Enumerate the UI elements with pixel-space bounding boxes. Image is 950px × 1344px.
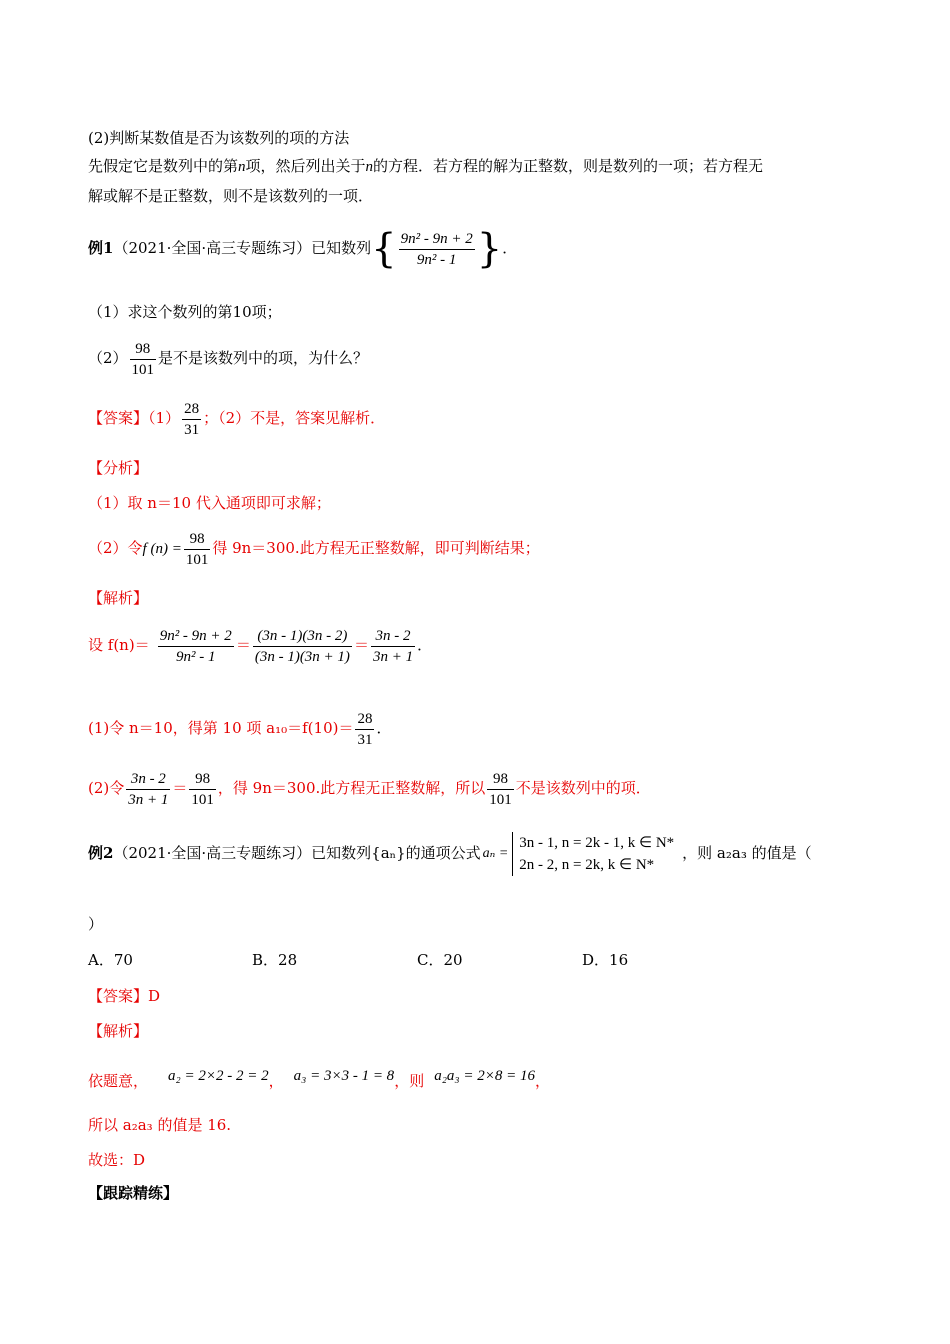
example2-choose: 故选：D	[88, 1151, 146, 1169]
piecewise-cases: 3n - 1, n = 2k - 1, k ∈ N* 2n - 2, n = 2k, k ∈ N*	[512, 832, 674, 876]
left-brace: {	[371, 226, 397, 272]
answer-fraction: $\frac{28}{31}$	[184, 400, 200, 438]
example1-statement: 例1（2021·全国·高三专题练习）已知数列{ $\frac{\text{9n² - 9n + 2}}{\text{9n² - 1}}$ }．	[88, 226, 518, 272]
method-text-line1: 先假定它是数列中的第n项，然后列出关于n的方程．若方程的解为正整数，则是数列的一项；若方程无	[88, 157, 764, 175]
method-heading: (2)判断某数值是否为该数列的项的方法	[88, 129, 350, 147]
step1-fraction: $\frac{28}{31}$	[357, 710, 373, 748]
example1-solution-formula: 设 f(n)＝ $\frac{\text{9n² - 9n + 2}}{\text{9n² - 1}}$ ＝ $\frac{(3n - 1)(3n - 2)}{(3n - 1)(3n + 1)}$ ＝ $\frac{3n - 2}{3n + 1}$ ．	[88, 627, 433, 665]
example2-solution: 依题意， a₂ = 2×2 - 2 = 2， a₃ = 3×3 - 1 = 8，则 a₂a₃ = 2×8 = 16，	[88, 1068, 551, 1090]
example1-question2: （2） $\frac{98}{101}$ 是不是该数列中的项，为什么？	[88, 340, 369, 378]
example2-answer: 【答案】D	[88, 987, 161, 1005]
step2-fraction-3: $\frac{98}{101}$	[489, 770, 512, 808]
sol-fraction-2: $\frac{(3n - 1)(3n - 2)}{(3n - 1)(3n + 1)}$	[254, 627, 350, 665]
example2-conclusion: 所以 a₂a₃ 的值是 16.	[88, 1116, 232, 1134]
example1-analysis-label: 【分析】	[88, 459, 149, 477]
option-b[interactable]: B．28	[252, 951, 298, 969]
example1-step1: (1)令 n＝10，得第 10 项 a₁₀＝f(10)＝ $\frac{28}{31}$ ．	[88, 710, 392, 748]
example1-source: （2021·全国·高三专题练习）已知数列	[113, 239, 372, 257]
example1-analysis-1: （1）取 n＝10 代入通项即可求解；	[88, 494, 331, 512]
example2-statement: 例2（2021·全国·高三专题练习）已知数列{aₙ}的通项公式 aₙ = 3n - 1, n = 2k - 1, k ∈ N* 2n - 2, n = 2k, k ∈ N* ，则 a₂a₃ 的值是（	[88, 828, 812, 879]
step2-fraction-2: $\frac{98}{101}$	[191, 770, 214, 808]
option-a[interactable]: A．70	[88, 951, 133, 969]
sol-fraction-1: $\frac{\text{9n² - 9n + 2}}{\text{9n² - 1}}$	[159, 627, 232, 665]
example1-step2: (2)令 $\frac{3n - 2}{3n + 1}$ ＝ $\frac{98}{101}$ ，得 9n＝300.此方程无正整数解，所以 $\frac{98}{101}$ 不是该数列中的项．	[88, 770, 651, 808]
q2-fraction: $\frac{98}{101}$	[131, 340, 155, 378]
option-c[interactable]: C．20	[417, 951, 463, 969]
option-d[interactable]: D．16	[582, 951, 629, 969]
example2-source: （2021·全国·高三专题练习）已知数列{aₙ}的通项公式	[113, 844, 481, 862]
sol-fraction-3: $\frac{3n - 2}{3n + 1}$	[372, 627, 414, 665]
method-text-line2: 解或解不是正整数，则不是该数列的一项．	[88, 187, 374, 205]
example1-solution-label: 【解析】	[88, 589, 149, 607]
example1-analysis-2: （2）令f (n) = $\frac{98}{101}$ 得 9n＝300.此方程无正整数解，即可判断结果；	[88, 530, 540, 568]
example1-answer: 【答案】（1） $\frac{28}{31}$ ；（2）不是，答案见解析．	[88, 400, 386, 438]
example1-sequence-fraction: $\frac{\text{9n² - 9n + 2}}{\text{9n² - 1}}$	[400, 230, 473, 268]
example1-label: 例1	[88, 239, 114, 257]
example2-solution-label: 【解析】	[88, 1022, 149, 1040]
right-brace: }	[476, 226, 503, 272]
step2-fraction-1: $\frac{3n - 2}{3n + 1}$	[128, 770, 169, 808]
analysis-fraction: $\frac{98}{101}$	[185, 530, 209, 568]
example2-close-paren: ）	[88, 915, 104, 933]
example1-question1: （1）求这个数列的第10项；	[88, 303, 282, 321]
tracking-heading: 【跟踪精练】	[88, 1184, 179, 1202]
example2-label: 例2	[88, 844, 114, 862]
